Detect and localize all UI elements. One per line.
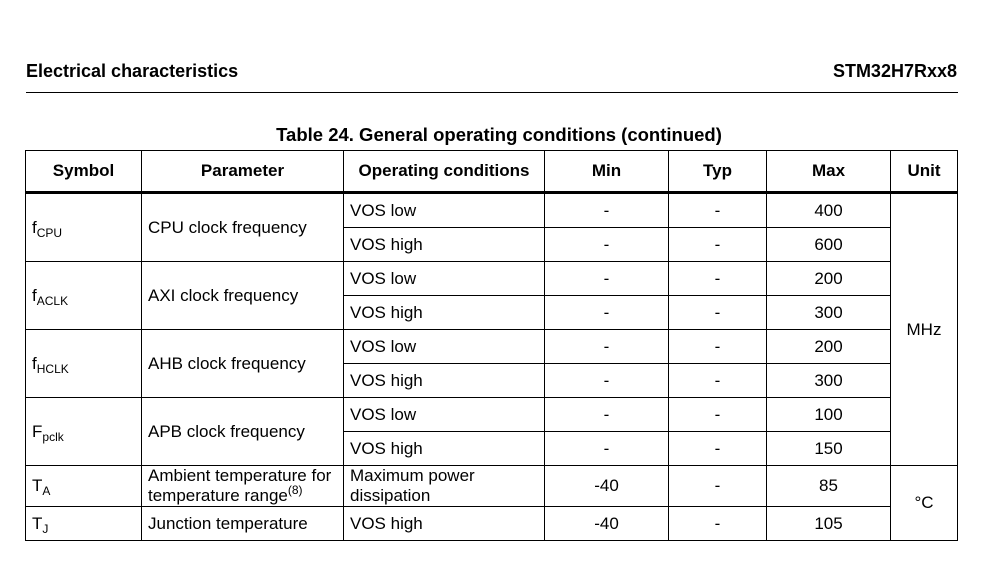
typ-cell: - <box>669 330 767 364</box>
max-cell: 400 <box>767 193 891 228</box>
part-number: STM32H7Rxx8 <box>832 61 957 81</box>
parameter-cell: AXI clock frequency <box>142 262 344 330</box>
symbol-cell: $T_A$ <box>26 466 142 507</box>
min-cell: -40 <box>545 507 669 541</box>
min-cell: -40 <box>545 466 669 507</box>
min-cell: - <box>545 432 669 466</box>
condition-cell: VOS high <box>344 364 545 398</box>
unit-cell-mhz: MHz <box>891 193 958 466</box>
condition-cell: VOS low <box>344 262 545 296</box>
table-row <box>26 193 958 228</box>
min-cell: - <box>545 193 669 228</box>
max-cell: 300 <box>767 296 891 330</box>
min-cell: - <box>545 262 669 296</box>
col-header-typ: Typ <box>669 151 767 193</box>
table-header-row <box>26 151 958 193</box>
symbol-cell: $f_{HCLK}$ <box>26 330 142 398</box>
typ-cell: - <box>669 364 767 398</box>
table-row <box>26 398 958 432</box>
condition-cell: VOS high <box>344 507 545 541</box>
parameter-cell: CPU clock frequency <box>142 193 344 262</box>
typ-cell: - <box>669 398 767 432</box>
condition-cell: VOS low <box>344 193 545 228</box>
symbol-cell: $T_J$ <box>26 507 142 541</box>
typ-cell: - <box>669 296 767 330</box>
unit-cell-celsius: °C <box>891 466 958 541</box>
typ-cell: - <box>669 262 767 296</box>
condition-cell: VOS low <box>344 330 545 364</box>
max-cell: 105 <box>767 507 891 541</box>
table-caption: Table 24. General operating conditions (continued) <box>276 124 722 145</box>
table-row <box>26 507 958 541</box>
table-row <box>26 466 958 507</box>
parameter-cell: APB clock frequency <box>142 398 344 466</box>
condition-cell: VOS high <box>344 296 545 330</box>
symbol-cell: $F_{pclk}$ <box>26 398 142 466</box>
condition-cell: VOS low <box>344 398 545 432</box>
header-divider <box>26 92 958 93</box>
section-title: Electrical characteristics <box>26 61 239 81</box>
max-cell: 85 <box>767 466 891 507</box>
col-header-symbol: Symbol <box>26 151 142 193</box>
col-header-unit: Unit <box>891 151 958 193</box>
parameter-cell: AHB clock frequency <box>142 330 344 398</box>
footnote-ref: (8) <box>287 483 303 497</box>
max-cell: 200 <box>767 330 891 364</box>
min-cell: - <box>545 398 669 432</box>
typ-cell: - <box>669 507 767 541</box>
typ-cell: - <box>669 432 767 466</box>
min-cell: - <box>545 228 669 262</box>
parameter-cell: Junction temperature <box>142 507 344 541</box>
condition-cell: VOS high <box>344 228 545 262</box>
table-row <box>26 330 958 364</box>
max-cell: 150 <box>767 432 891 466</box>
col-header-parameter: Parameter <box>142 151 344 193</box>
symbol-cell: $f_{ACLK}$ <box>26 262 142 330</box>
condition-cell: VOS high <box>344 432 545 466</box>
col-header-min: Min <box>545 151 669 193</box>
min-cell: - <box>545 330 669 364</box>
max-cell: 300 <box>767 364 891 398</box>
col-header-max: Max <box>767 151 891 193</box>
symbol-cell: $f_{CPU}$ <box>26 193 142 262</box>
max-cell: 100 <box>767 398 891 432</box>
typ-cell: - <box>669 193 767 228</box>
typ-cell: - <box>669 466 767 507</box>
max-cell: 600 <box>767 228 891 262</box>
col-header-conditions: Operating conditions <box>344 151 545 193</box>
max-cell: 200 <box>767 262 891 296</box>
parameter-cell: Ambient temperature for temperature range$^{(8)}$ <box>142 466 344 507</box>
min-cell: - <box>545 364 669 398</box>
condition-cell: Maximum power dissipation <box>344 466 545 507</box>
table-row <box>26 262 958 296</box>
operating-conditions-table <box>25 150 958 541</box>
min-cell: - <box>545 296 669 330</box>
typ-cell: - <box>669 228 767 262</box>
